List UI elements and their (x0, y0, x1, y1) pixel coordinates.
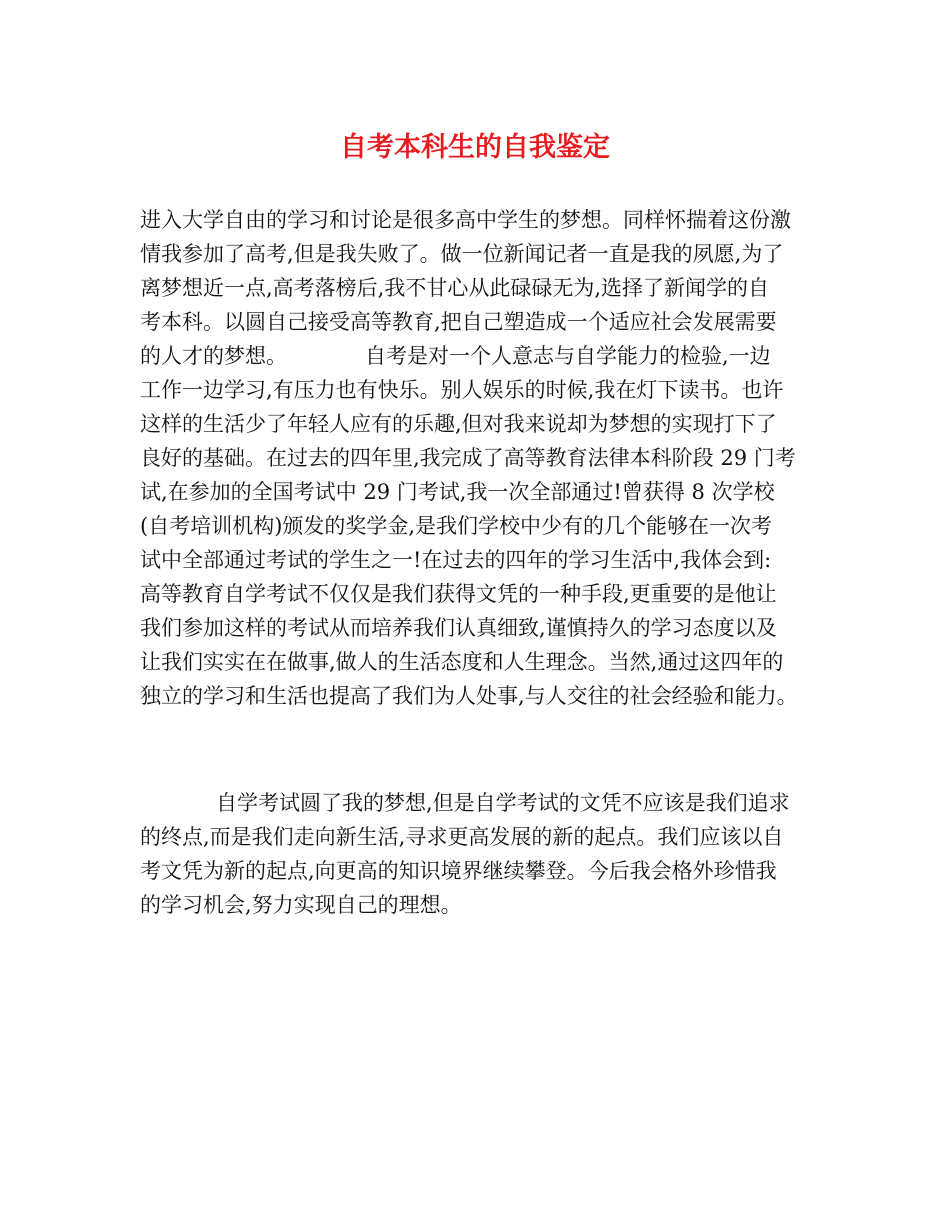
paragraph-1 (140, 203, 798, 713)
text-line: (自考培训机构)颁发的奖学金,是我们学校中少有的几个能够在一次考 (140, 514, 773, 538)
paragraph-2 (140, 786, 790, 922)
text-line: 试中全部通过考试的学生之一!在过去的四年的学习生活中,我体会到: (140, 548, 772, 572)
text-line: 自学考试圆了我的梦想,但是自学考试的文凭不应该是我们追求 (216, 791, 790, 815)
text-line: 试,在参加的全国考试中 29 门考试,我一次全部通过!曾获得 8 次学校 (140, 480, 775, 504)
text-line: 的终点,而是我们走向新生活,寻求更高发展的新的起点。我们应该以自 (140, 825, 784, 849)
document-title: 自考本科生的自我鉴定 (340, 132, 610, 163)
text-line: 我们参加这样的考试从而培养我们认真细致,谨慎持久的学习态度以及 (140, 616, 777, 640)
text-line: 这样的生活少了年轻人应有的乐趣,但对我来说却为梦想的实现打下了 (140, 412, 777, 436)
text-line: 离梦想近一点,高考落榜后,我不甘心从此碌碌无为,选择了新闻学的自 (140, 276, 770, 300)
text-line: 工作一边学习,有压力也有快乐。别人娱乐的时候,我在灯下读书。也许 (140, 378, 784, 402)
text-line: 高等教育自学考试不仅仅是我们获得文凭的一种手段,更重要的是他让 (140, 582, 777, 606)
text-line: 的学习机会,努力实现自己的理想。 (140, 893, 462, 917)
text-line: 良好的基础。在过去的四年里,我完成了高等教育法律本科阶段 29 门考 (140, 446, 796, 470)
text-line: 进入大学自由的学习和讨论是很多高中学生的梦想。同样怀揣着这份激 (140, 208, 791, 232)
text-line: 让我们实实在在做事,做人的生活态度和人生理念。当然,通过这四年的 (140, 650, 784, 674)
text-line: 考本科。以圆自己接受高等教育,把自己塑造成一个适应社会发展需要 (140, 310, 777, 334)
text-line: 情我参加了高考,但是我失败了。做一位新闻记者一直是我的夙愿,为了 (140, 242, 784, 266)
text-line (140, 339, 798, 373)
text-segment: 自考是对一个人意志与自学能力的检验,一边 (365, 344, 771, 368)
text-segment: 的人才的梦想。 (140, 344, 287, 368)
text-line: 考文凭为新的起点,向更高的知识境界继续攀登。今后我会格外珍惜我 (140, 859, 777, 883)
text-line: 独立的学习和生活也提高了我们为人处事,与人交往的社会经验和能力。 (140, 684, 798, 708)
